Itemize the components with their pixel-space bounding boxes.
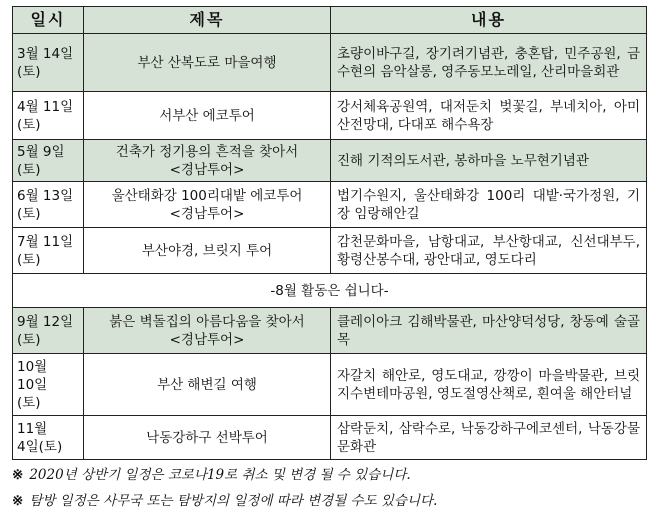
title-cell [84,92,331,140]
date-cell [13,34,84,92]
content-cell: 자갈치 해안로, 영도대교, 깡깡이 마을박물관, 브릿지수변테마공원, 영도절영산책로, 흰여울 해안터널 [331,354,647,416]
region-tag: <경남투어> [169,161,245,178]
date-text: 5월 9일 [17,143,65,160]
date-cell [13,308,84,354]
date-cell [13,182,84,228]
date-text: 4월 11일 [17,98,74,115]
title-text: 울산태화강 100리대밭 에코투어 [111,187,303,204]
date-cell [13,416,84,460]
title-text: 부산야경, 브릿지 투어 [141,242,273,259]
content-cell: 초량이바구길, 장기려기념관, 충혼탑, 민주공원, 금수현의 음악살롱, 영주동모노레일, 산리마을회관 [331,34,647,92]
title-cell [84,416,331,460]
weekday-text: (토) [17,116,41,133]
title-text: 낙동강하구 선박투어 [146,429,268,446]
title-text: 붉은 벽돌집의 아름다움을 찾아서 [109,313,305,330]
content-cell: 진해 기적의도서관, 봉하마을 노무현기념관 [331,140,647,182]
title-cell [84,34,331,92]
footnote-covid [12,462,646,488]
reference-mark-icon: ※ [12,493,24,509]
date-text: 4일(토) [17,438,63,455]
date-text: 10일 [17,376,48,393]
header-date: 일시 [13,7,84,34]
table-row [13,416,647,460]
schedule-table [12,6,647,460]
title-text: 서부산 에코투어 [159,107,255,124]
table-row [13,354,647,416]
date-cell [13,92,84,140]
content-cell: 감천문화마을, 남항대교, 부산항대교, 신선대부두, 황령산봉수대, 광안대교, 영도다리 [331,228,647,274]
content-cell: 클레이아크 김해박물관, 마산양덕성당, 창동예 술골목 [331,308,647,354]
table-row [13,34,647,92]
title-text: 부산 해변길 여행 [157,376,257,393]
table-row [13,140,647,182]
table-row [13,182,647,228]
weekday-text: (토) [17,205,41,222]
date-text: 10월 [17,358,48,375]
footnote-text: 탐방 일정은 사무국 또는 탐방지의 일정에 따라 변경될 수도 있습니다. [29,493,438,509]
footnote-text: 2020년 상반기 일정은 코로나19로 취소 및 변경 될 수 있습니다. [29,467,411,483]
title-cell [84,308,331,354]
footnote-schedule [12,488,646,514]
date-text: 11월 [17,420,48,437]
title-cell [84,354,331,416]
region-tag: <경남투어> [169,331,245,348]
weekday-text: (토) [17,331,41,348]
title-cell [84,228,331,274]
footnotes [12,462,646,514]
header-row [13,7,647,34]
date-text: 7월 11일 [17,233,74,250]
table-row [13,228,647,274]
date-text: 6월 13일 [17,187,74,204]
region-tag: <경남투어> [169,205,245,222]
weekday-text: (토) [17,394,41,411]
break-row [13,274,647,308]
title-text: 부산 산복도로 마을여행 [137,54,277,71]
table-row [13,308,647,354]
content-cell: 강서체육공원역, 대저둔치 벚꽃길, 부네치아, 아미산전망대, 다대포 해수욕장 [331,92,647,140]
content-cell: 삼락둔치, 삼락수로, 낙동강하구에코센터, 낙동강물문화관 [331,416,647,460]
header-content: 내용 [331,7,647,34]
weekday-text: (토) [17,251,41,268]
date-cell [13,354,84,416]
header-title: 제목 [84,7,331,34]
title-text: 건축가 정기용의 흔적을 찾아서 [115,143,299,160]
reference-mark-icon: ※ [12,467,24,483]
table-row [13,92,647,140]
date-cell [13,228,84,274]
date-text: 9월 12일 [17,313,74,330]
weekday-text: (토) [17,63,41,80]
break-notice: -8월 활동은 쉽니다- [13,274,647,308]
weekday-text: (토) [17,161,41,178]
content-cell: 법기수원지, 울산태화강 100리 대밭·국가정원, 기장 임랑해안길 [331,182,647,228]
title-cell [84,182,331,228]
date-cell [13,140,84,182]
date-text: 3월 14일 [17,45,74,62]
title-cell [84,140,331,182]
